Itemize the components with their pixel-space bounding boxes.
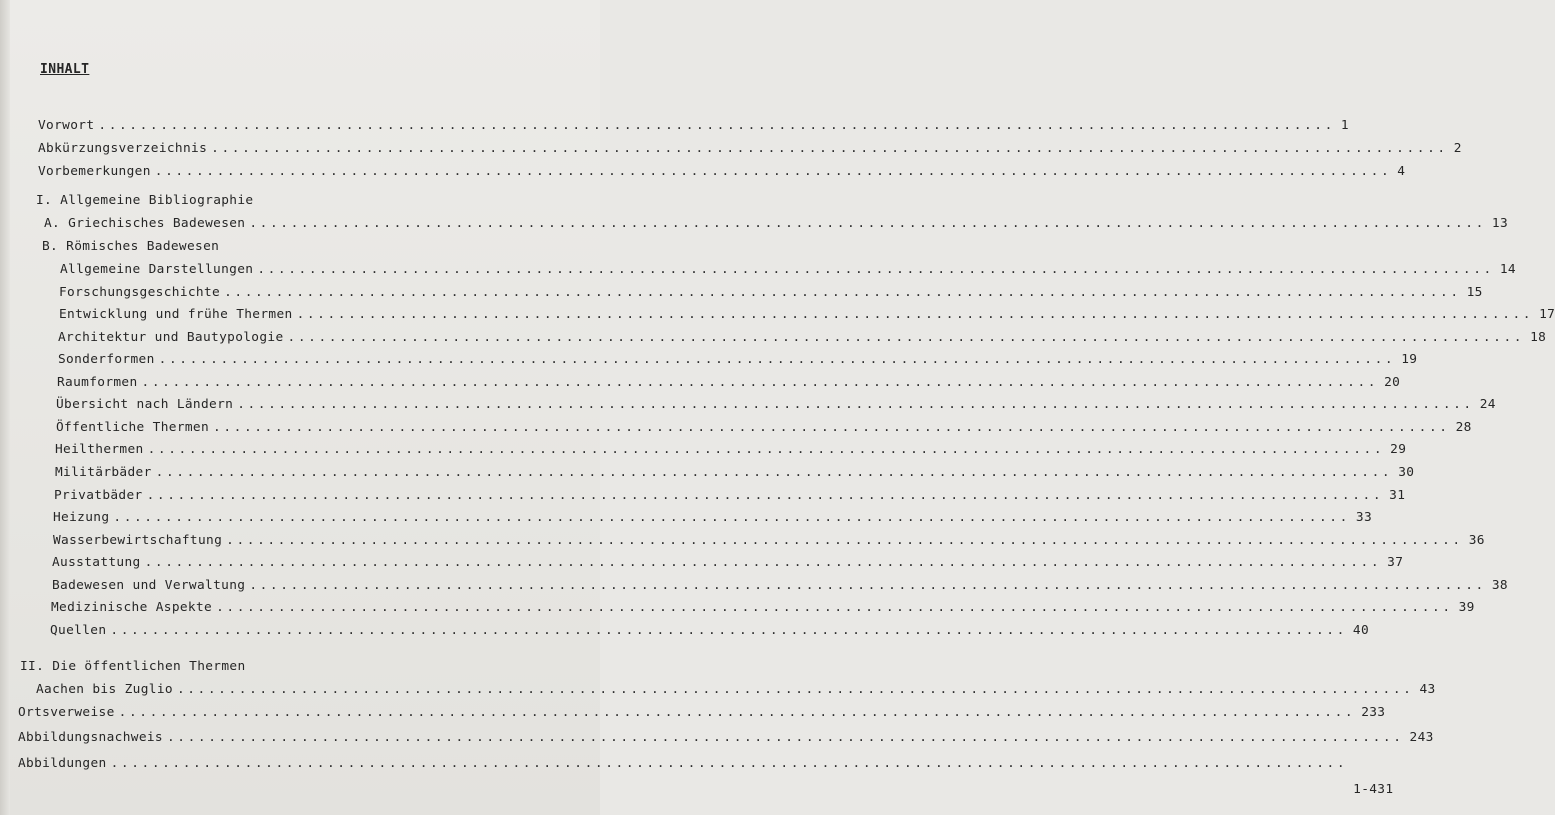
toc-label: Sonderformen: [58, 352, 155, 367]
toc-leader: ........................................................................................................................: [237, 397, 1474, 412]
toc-entry-roemisch: [53, 533, 1485, 548]
toc-entry-roemisch: [56, 397, 1496, 412]
toc-entry-abkuerzungen: [38, 141, 1462, 156]
toc-label: Übersicht nach Ländern: [56, 397, 234, 412]
toc-leader: ........................................................................................................................: [287, 330, 1525, 345]
toc-entry-roemisch: [55, 465, 1415, 480]
toc-label: Raumformen: [57, 375, 138, 390]
toc-page: 4: [1397, 164, 1406, 179]
toc-entry-griechisch: [44, 216, 1508, 231]
toc-leader: ........................................................................................................................: [118, 705, 1356, 720]
toc-label: Architektur und Bautypologie: [58, 330, 284, 345]
toc-page: 1: [1340, 118, 1349, 133]
toc-label: Quellen: [50, 623, 107, 638]
toc-entry-abbildungen: [18, 756, 1394, 797]
toc-page: 20: [1384, 375, 1401, 390]
toc-page: 24: [1479, 397, 1496, 412]
toc-page: 37: [1387, 555, 1404, 570]
toc-page: 29: [1390, 442, 1407, 457]
toc-page: 39: [1458, 600, 1475, 615]
section-one-b-title: B. Römisches Badewesen: [42, 239, 220, 254]
toc-leader: ........................................................................................................................: [155, 465, 1393, 480]
toc-label: Forschungsgeschichte: [59, 285, 221, 300]
toc-page: 233: [1361, 705, 1386, 720]
toc-entry-roemisch: [57, 375, 1401, 390]
toc-leader: ........................................................................................................................: [166, 730, 1404, 745]
toc-entry-roemisch: [51, 600, 1475, 615]
toc-entry-roemisch: [59, 285, 1483, 300]
page-edge-shadow: [0, 0, 10, 815]
toc-entry-roemisch: [60, 262, 1516, 277]
toc-label: Vorwort: [38, 118, 95, 133]
toc-entry-aachen-zuglio: [36, 682, 1436, 697]
toc-entry-roemisch: [53, 510, 1373, 525]
toc-entry-ortsverweise: [18, 705, 1386, 720]
toc-leader: ........................................................................................................................: [216, 600, 1453, 615]
toc-leader: ........................................................................................................................: [141, 375, 1379, 390]
toc-label: A. Griechisches Badewesen: [44, 216, 246, 231]
toc-leader: ........................................................................................................................: [147, 442, 1385, 457]
toc-leader: ........................................................................................................................: [296, 307, 1534, 322]
toc-page: 28: [1455, 420, 1472, 435]
toc-page: 36: [1468, 533, 1485, 548]
toc-label: Öffentliche Thermen: [56, 420, 210, 435]
toc-entry-vorwort: [38, 118, 1349, 133]
toc-page: 43: [1419, 682, 1436, 697]
toc-entry-roemisch: [52, 578, 1508, 593]
toc-label: Aachen bis Zuglio: [36, 682, 173, 697]
toc-page: 2: [1453, 141, 1462, 156]
toc-page: 17: [1539, 307, 1555, 322]
toc-leader: ........................................................................................................................: [158, 352, 1396, 367]
toc-leader: ........................................................................................................................: [110, 623, 1347, 638]
toc-entry-roemisch: [50, 623, 1370, 638]
toc-page: 38: [1491, 578, 1508, 593]
toc-label: Vorbemerkungen: [38, 164, 151, 179]
toc-entry-roemisch: [52, 555, 1404, 570]
toc-leader: ........................................................................................................................: [249, 216, 1486, 231]
toc-leader: ........................................................................................................................: [98, 118, 1335, 133]
toc-label: Heizung: [53, 510, 110, 525]
section-one-title: I. Allgemeine Bibliographie: [36, 193, 254, 208]
toc-entry-vorbemerkungen: [38, 164, 1406, 179]
toc-page: 18: [1530, 330, 1547, 345]
toc-leader: ........................................................................................................................: [224, 285, 1461, 300]
toc-leader: ........................................................................................................................: [226, 533, 1463, 548]
toc-page: 243: [1409, 730, 1434, 745]
toc-label: Abbildungen: [18, 756, 107, 771]
toc-page: 31: [1389, 488, 1406, 503]
toc-label: Wasserbewirtschaftung: [53, 533, 223, 548]
toc-entry-roemisch: [55, 442, 1407, 457]
toc-label: Abkürzungsverzeichnis: [38, 141, 208, 156]
toc-label: Allgemeine Darstellungen: [60, 262, 254, 277]
toc-leader: ........................................................................................................................: [213, 420, 1450, 435]
toc-leader: ........................................................................................................................: [176, 682, 1414, 697]
toc-page: 15: [1466, 285, 1483, 300]
toc-label: Militärbäder: [55, 465, 152, 480]
toc-page: 30: [1398, 465, 1415, 480]
toc-page: 40: [1352, 623, 1370, 638]
toc-page: 14: [1499, 262, 1516, 277]
section-two-title: II. Die öffentlichen Thermen: [20, 659, 246, 674]
toc-leader: ........................................................................................................................: [211, 141, 1448, 156]
toc-label: Privatbäder: [54, 488, 143, 503]
toc-entry-roemisch: [56, 420, 1472, 435]
toc-page: 13: [1491, 216, 1508, 231]
toc-leader: ........................................................................................................................: [110, 756, 1348, 771]
toc-leader: ........................................................................................................................: [249, 578, 1486, 593]
toc-leader: ........................................................................................................................: [144, 555, 1382, 570]
toc-entry-roemisch: [54, 488, 1406, 503]
toc-label: Abbildungsnachweis: [18, 730, 163, 745]
toc-label: Ausstattung: [52, 555, 141, 570]
toc-leader: ........................................................................................................................: [146, 488, 1384, 503]
toc-label: Heilthermen: [55, 442, 144, 457]
toc-entry-roemisch: [59, 307, 1555, 322]
toc-label: Medizinische Aspekte: [51, 600, 213, 615]
toc-leader: ........................................................................................................................: [257, 262, 1494, 277]
toc-label: Entwicklung und frühe Thermen: [59, 307, 293, 322]
toc-page: 33: [1355, 510, 1373, 525]
toc-page: 19: [1401, 352, 1418, 367]
toc-leader: ........................................................................................................................: [154, 164, 1392, 179]
toc-page: 1-431: [1353, 782, 1394, 797]
toc-label: Badewesen und Verwaltung: [52, 578, 246, 593]
toc-leader: ........................................................................................................................: [113, 510, 1350, 525]
toc-entry-roemisch: [58, 352, 1418, 367]
toc-entry-roemisch: [58, 330, 1547, 345]
contents-heading: INHALT: [40, 62, 90, 77]
toc-entry-abbildungsnachweis: [18, 730, 1434, 745]
toc-label: Ortsverweise: [18, 705, 115, 720]
